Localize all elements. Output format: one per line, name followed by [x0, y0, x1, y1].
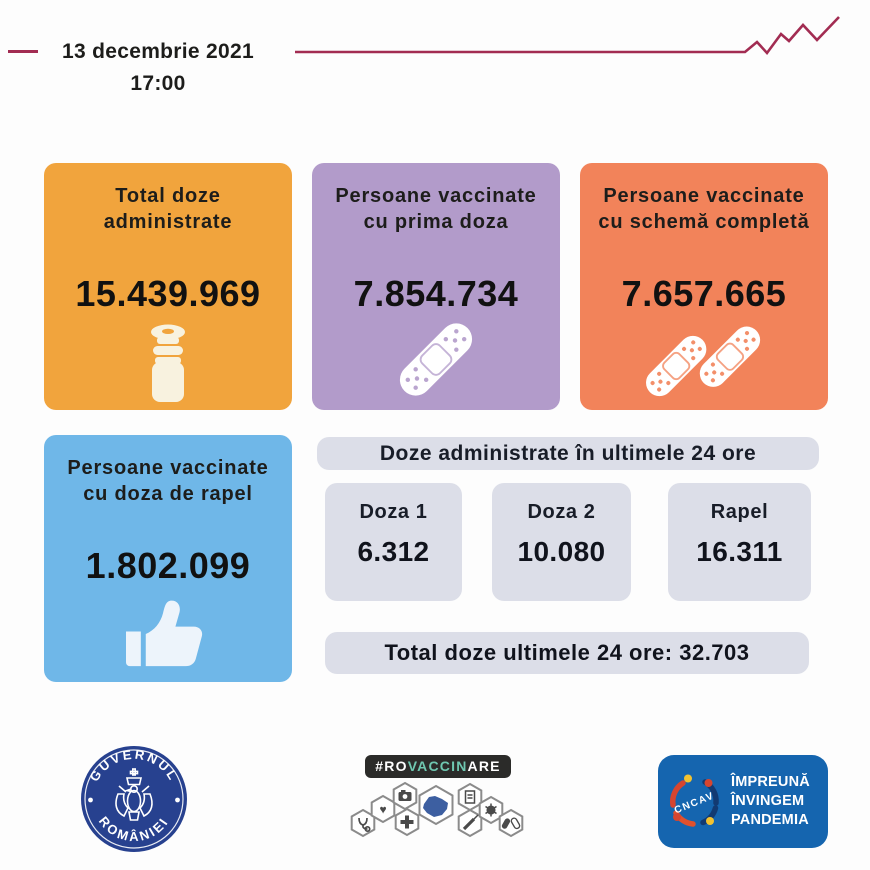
- cncav-slogan: [731, 773, 810, 830]
- trend-line-icon: [288, 8, 863, 60]
- hashtag-suffix: ARE: [467, 758, 501, 774]
- mini-card-value: 16.311: [696, 536, 783, 567]
- double-bandage-icon: [629, 315, 779, 404]
- slogan-line-3: PANDEMIA: [731, 811, 809, 828]
- mini-card-value: 10.080: [517, 536, 606, 567]
- report-datetime: [28, 36, 288, 99]
- mini-card-dose1: [325, 483, 462, 601]
- mini-card-value: 6.312: [357, 536, 430, 567]
- card-first-dose: [312, 163, 560, 410]
- rovaccinare-logo: [338, 755, 538, 842]
- card-title: Persoane vaccinate cu prima doza: [335, 185, 537, 233]
- card-complete-schema: [580, 163, 828, 410]
- slogan-line-1: ÎMPREUNĂ: [731, 774, 810, 791]
- last24-header: [317, 437, 819, 470]
- gov-arc-bottom-text: ROMÂNIEI: [95, 813, 172, 845]
- mini-card-dose2: [492, 483, 631, 601]
- card-total-doses: [44, 163, 292, 410]
- cncav-emblem-icon: [663, 771, 725, 833]
- gov-arc-top-text: GUVERNUL: [86, 746, 182, 785]
- mini-card-label: Doza 2: [527, 501, 596, 523]
- card-value: 1.802.099: [85, 545, 251, 586]
- accent-dash: [8, 50, 38, 53]
- rovaccinare-hexagon-cluster: [340, 780, 536, 842]
- vial-icon: [138, 324, 198, 404]
- last24-total-text: Total doze ultimele 24 ore: 32.703: [384, 640, 750, 665]
- card-title: Total doze administrate: [103, 185, 233, 233]
- card-value: 7.657.665: [621, 273, 787, 314]
- gov-romania-logo: [80, 742, 188, 854]
- card-value: 15.439.969: [75, 273, 261, 314]
- thumbs-up-icon: [118, 592, 218, 676]
- rovaccinare-banner: [365, 755, 510, 778]
- slogan-line-2: ÎNVINGEM: [731, 793, 805, 810]
- mini-card-label: Rapel: [710, 501, 769, 523]
- hashtag-prefix: #RO: [375, 758, 408, 774]
- report-date: 13 decembrie 2021: [62, 40, 254, 63]
- card-title: Persoane vaccinate cu doza de rapel: [67, 457, 269, 505]
- mini-card-booster: [668, 483, 811, 601]
- last24-title: Doze administrate în ultimele 24 ore: [379, 441, 757, 465]
- bandage-icon: [376, 315, 496, 404]
- cncav-acronym: CNCAV: [672, 789, 717, 816]
- report-time: 17:00: [130, 71, 186, 95]
- card-title: Persoane vaccinate cu schemă completă: [598, 185, 810, 233]
- cncav-logo: [658, 755, 828, 848]
- last24-total-bar: [325, 632, 809, 674]
- svg-text:♥: ♥: [379, 802, 387, 817]
- card-value: 7.854.734: [353, 273, 519, 314]
- mini-card-label: Doza 1: [359, 501, 428, 523]
- hashtag-highlight: VACCIN: [407, 758, 468, 774]
- card-booster-dose: [44, 435, 292, 682]
